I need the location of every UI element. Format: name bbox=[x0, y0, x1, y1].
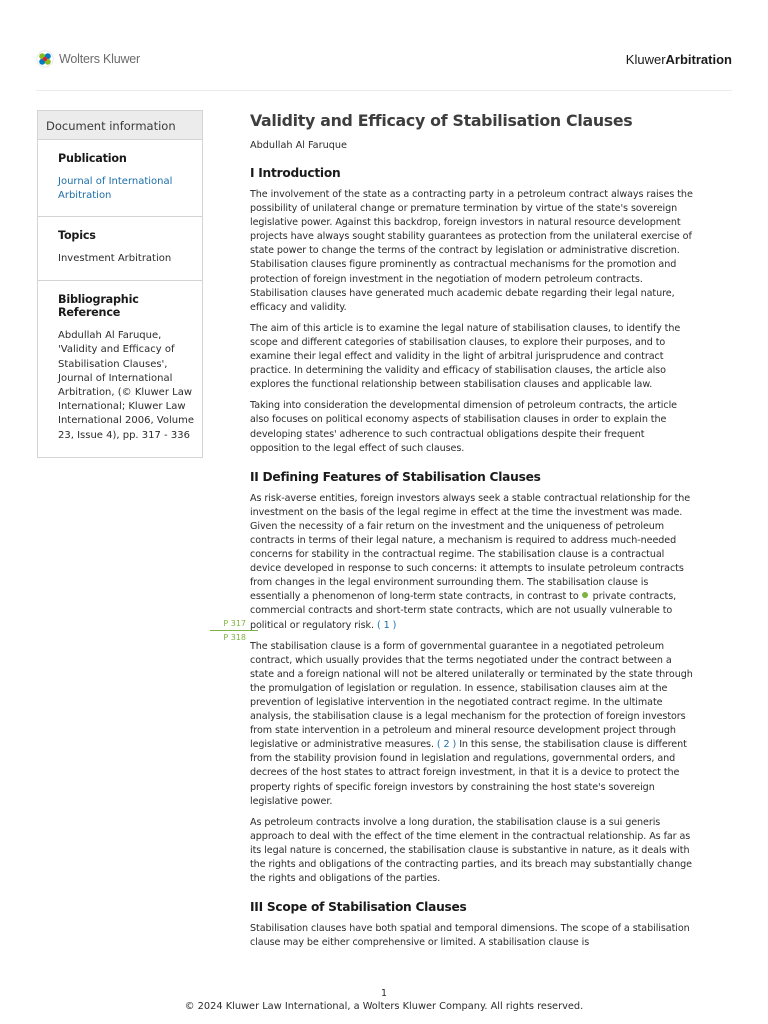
page-number: 1 bbox=[380, 988, 388, 999]
bibliographic-value: Abdullah Al Faruque, 'Validity and Efficacy of Stabilisation Clauses', Journal of International Arbitration, (© Kluwer Law International; Kluwer Law International 2006, Volume 23, Issue 4), pp. 317 - 336 bbox=[58, 330, 195, 441]
document-info-panel bbox=[37, 110, 203, 458]
bibliographic-heading: Bibliographic Reference bbox=[58, 293, 139, 320]
article-author: Abdullah Al Faruque bbox=[250, 140, 347, 151]
paragraph-text: private contracts, commercial contracts and short-term state contracts, which are not usually vulnerable to political or regulatory risk. bbox=[250, 591, 677, 631]
paragraph: Taking into consideration the developmental dimension of petroleum contracts, the article also focuses on political economy aspects of stabilisation clauses in order to explain the developing states' adherence to such contractual obligations despite their frequent opposition to the legal effect of such clauses. bbox=[250, 400, 677, 454]
footnote-link[interactable]: ( 2 ) bbox=[436, 739, 457, 751]
section-heading: II Defining Features of Stabilisation Clauses bbox=[250, 469, 541, 484]
paragraph-text: The stabilisation clause is a form of governmental guarantee in a negotiated petroleum contract, which usually provides that the terms negotiated under the contract between a state and a foreign national will not be altered unilaterally or terminated by the state through the promulgation of legislation or regulation. In essence, stabilisation clauses aim at the prevention of legislative intervention in the negotiated contract regime. In the ultimate analysis, the stabilisation clause is a legal mechanism for the protection of foreign investors from state intervention in a petroleum and mineral resource development project through legislative or administrative measures. bbox=[250, 640, 693, 751]
section-heading: III Scope of Stabilisation Clauses bbox=[250, 900, 467, 915]
paragraph-text: As risk-averse entities, foreign investors always seek a stable contractual relationship for the investment on the basis of the legal regime in effect at the time the investment was made. Given the necessity of a fair return on the investment and the uniqueness of petroleum contracts in terms of their legal nature, a mechanism is required to address much-needed concerns for stability in the contractual regime. The stabilisation clause is a contractual device developed in response to such concerns: it attempts to insulate petroleum contracts from changes in the legal environment surrounding them. The stabilisation clause is essentially a phenomenon of long-term state contracts, in contrast to bbox=[250, 492, 691, 603]
bibliographic-section bbox=[38, 281, 202, 457]
paragraph: Stabilisation clauses have both spatial and temporal dimensions. The scope of a stabilisation clause may be either comprehensive or limited. A stabilisation clause is bbox=[250, 923, 690, 949]
document-info-title: Document information bbox=[38, 110, 202, 140]
publication-link[interactable]: Journal of International Arbitration bbox=[58, 176, 173, 201]
brand-name: Wolters Kluwer bbox=[59, 52, 141, 66]
brand[interactable] bbox=[36, 50, 140, 68]
wolters-kluwer-logo-icon bbox=[36, 50, 54, 68]
product-name[interactable] bbox=[626, 52, 732, 67]
topics-value: Investment Arbitration bbox=[58, 253, 172, 264]
product-bold: Arbitration bbox=[665, 52, 732, 67]
paragraph: The aim of this article is to examine the legal nature of stabilisation clauses, to identify the scope and different categories of stabilisation clauses, to explore their purposes, and to examine their legal effect and validity in the light of arbitral jurisprudence and contract practice. In determining the validity and efficacy of stabilisation clauses, the article also explores the functional relationship between stabilisation clauses and applicable law. bbox=[250, 322, 681, 391]
paragraph: The involvement of the state as a contracting party in a petroleum contract always raises the possibility of unilateral change or premature termination by virtue of the state's sovereign legislative power. Against this backdrop, foreign investors in natural resource development projects have always sought stability guarantees as protection from the unilateral exercise of state power to change the terms of the contract by legislation or administrative discretion. Stabilisation clauses figure prominently as contractual mechanisms for the promotion and protection of foreign investment in the negotiation of modern petroleum contracts. Stabilisation clauses have generated much academic debate regarding their legal nature, efficacy and validity. bbox=[250, 189, 693, 313]
topics-section bbox=[38, 217, 202, 281]
publication-section bbox=[38, 140, 202, 217]
copyright-notice: © 2024 Kluwer Law International, a Wolters Kluwer Company. All rights reserved. bbox=[184, 1001, 584, 1012]
page-break-dot-icon bbox=[582, 592, 588, 598]
article-body bbox=[250, 110, 696, 950]
article-title: Validity and Efficacy of Stabilisation Clauses bbox=[250, 111, 633, 130]
page-header bbox=[36, 48, 732, 74]
paragraph bbox=[250, 640, 696, 809]
page-markers bbox=[210, 618, 246, 643]
page-marker-top: P 317 bbox=[223, 619, 246, 628]
topics-heading: Topics bbox=[58, 229, 96, 242]
page-marker-bottom: P 318 bbox=[223, 633, 246, 642]
paragraph: As petroleum contracts involve a long duration, the stabilisation clause is a sui generis approach to deal with the effect of the time element in the contractual relationship. As far as its legal nature is concerned, the stabilisation clause is substantive in nature, as it deals with the rights and obligations of the contracting parties, and its breach may substantially change the rights and obligations of the parties. bbox=[250, 816, 692, 885]
paragraph-text: In this sense, the stabilisation clause is different from the stability provision found in legislation and regulations, governmental orders, and decrees of the host states to attract foreign investment, in that it is a device to protect the property rights of specific foreign investors by constraining the host state's sovereign legislative power. bbox=[250, 739, 687, 807]
header-divider bbox=[36, 90, 732, 91]
footnote-link[interactable]: ( 1 ) bbox=[376, 619, 397, 631]
section-heading: I Introduction bbox=[250, 166, 341, 180]
product-prefix: Kluwer bbox=[625, 52, 666, 67]
publication-heading: Publication bbox=[58, 152, 127, 165]
paragraph bbox=[250, 492, 696, 633]
